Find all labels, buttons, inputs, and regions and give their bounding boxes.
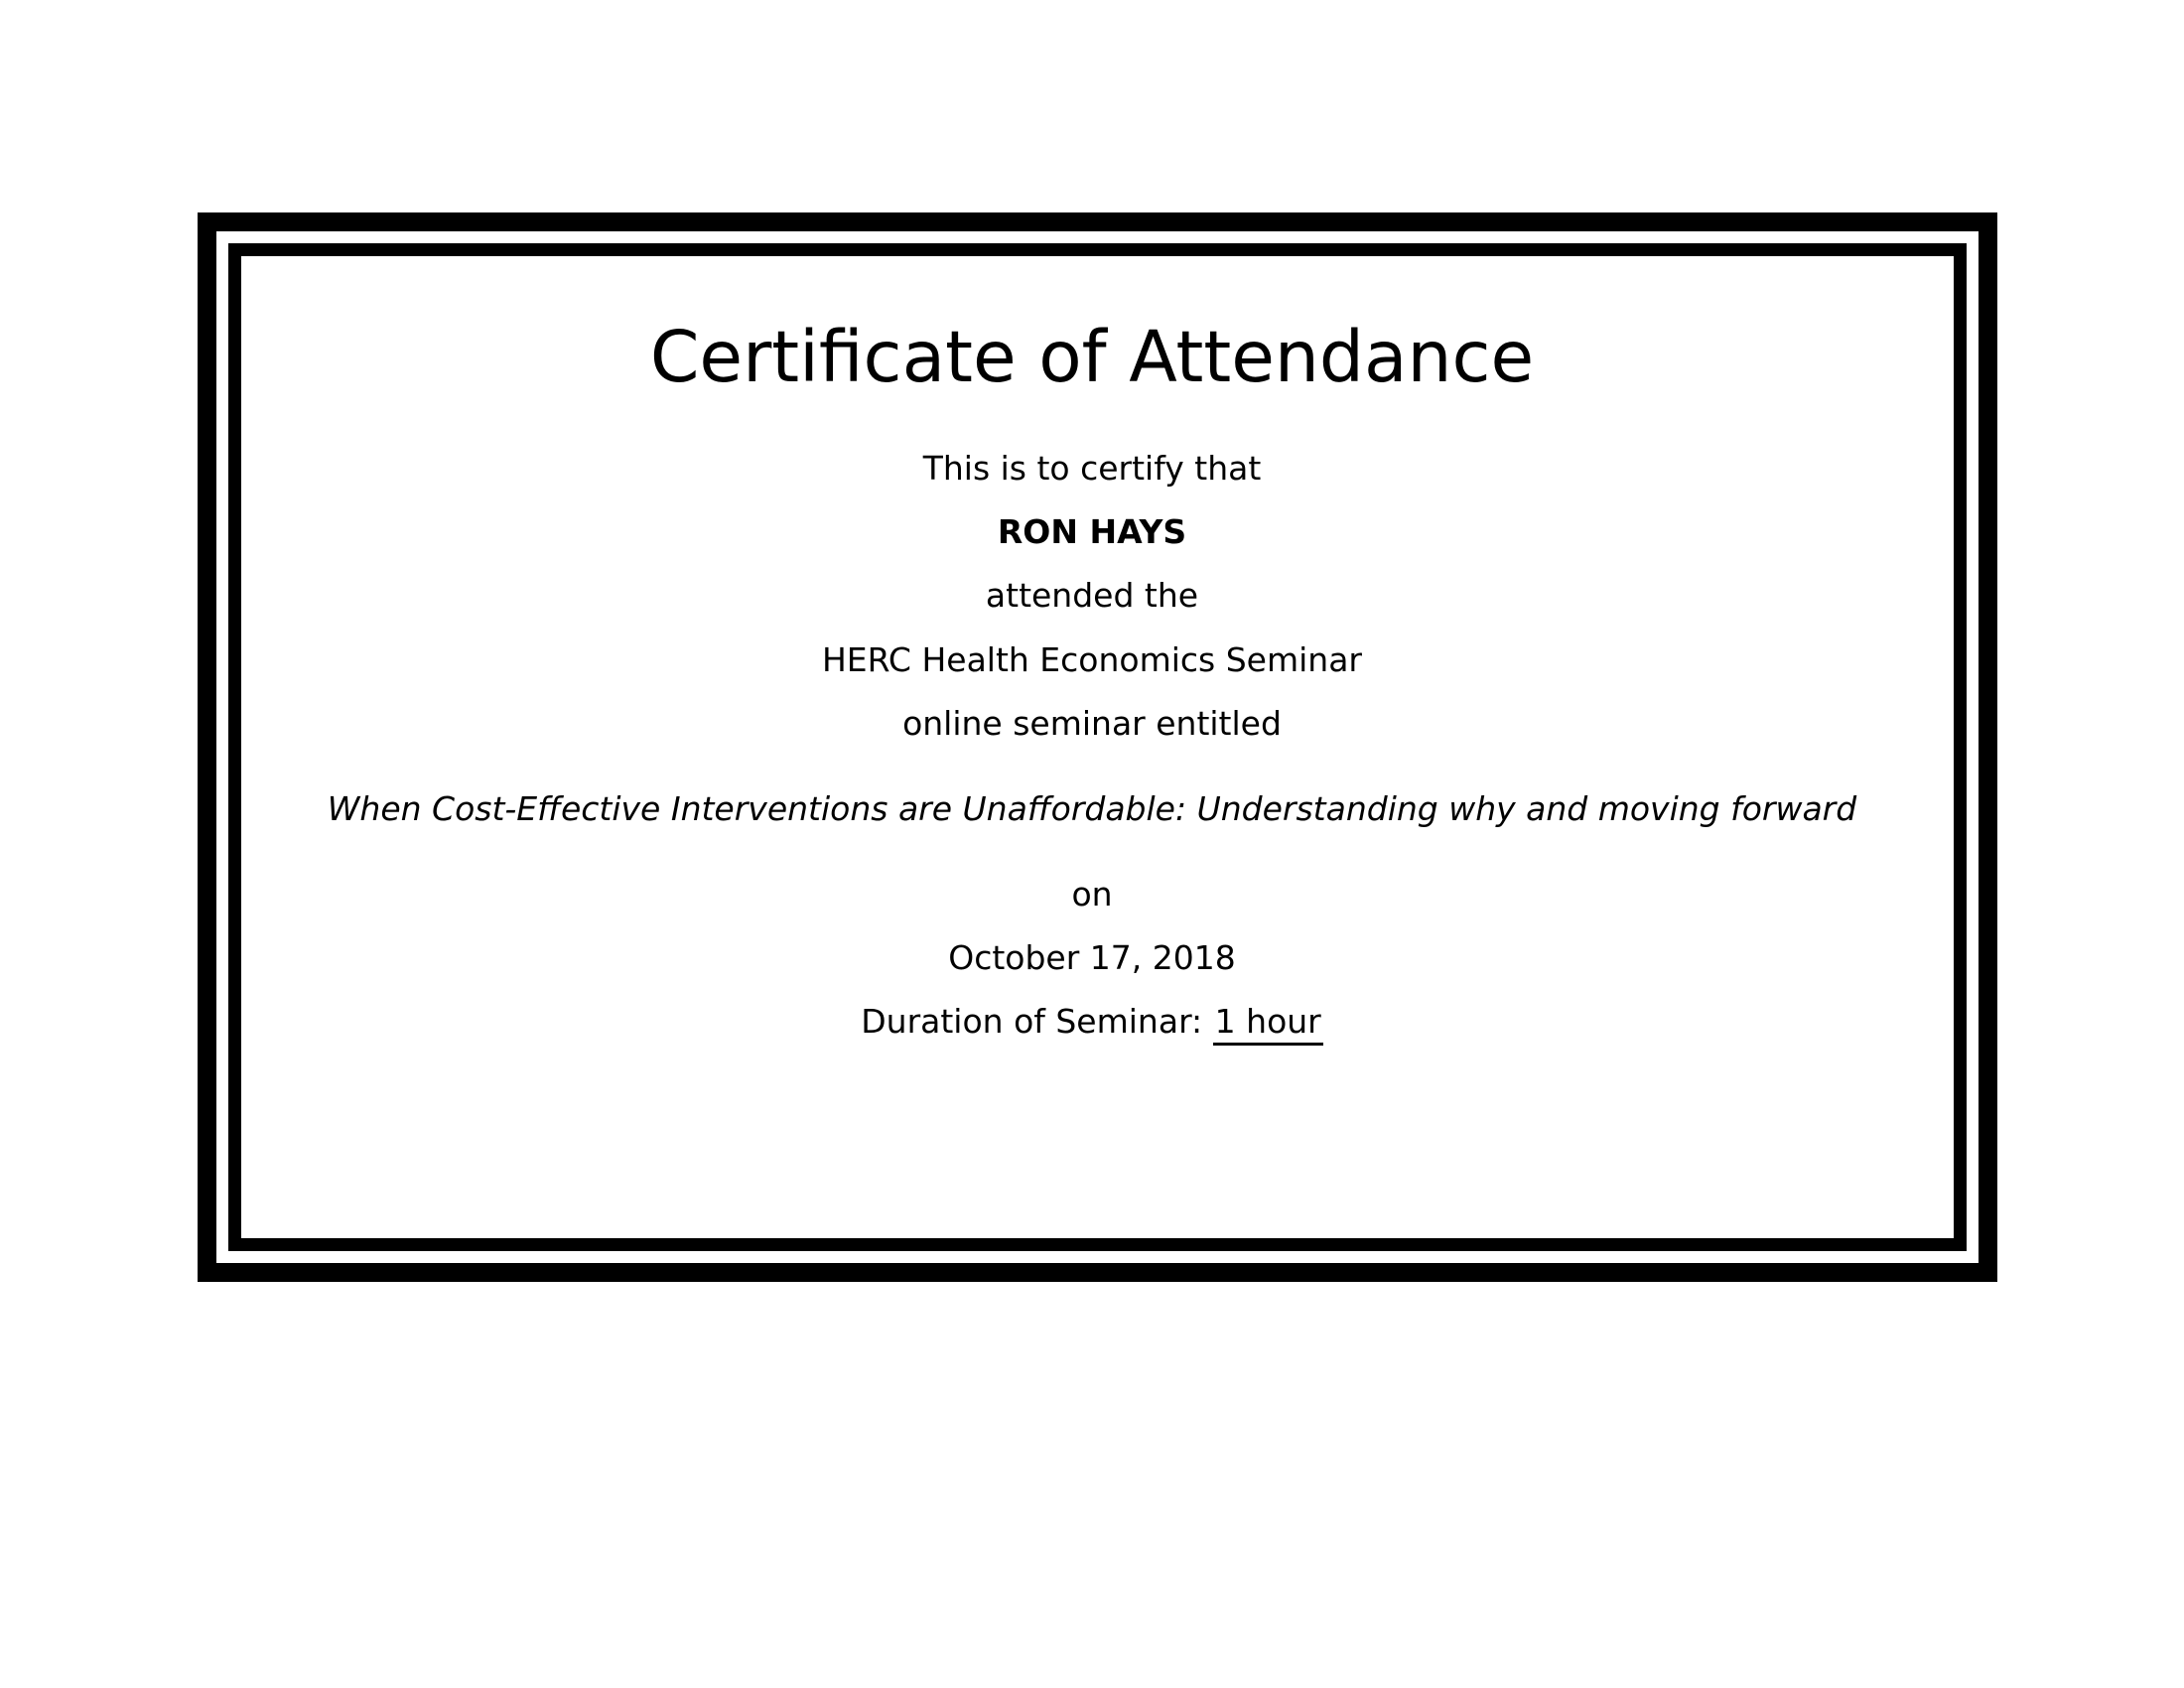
- seminar-date: October 17, 2018: [948, 938, 1236, 977]
- certify-text: This is to certify that: [922, 449, 1262, 488]
- attended-text: attended the: [985, 576, 1199, 615]
- seminar-series: HERC Health Economics Seminar: [821, 640, 1363, 679]
- certificate-title: Certificate of Attendance: [649, 316, 1535, 398]
- duration-label: Duration of Seminar:: [861, 1002, 1203, 1041]
- on-text: on: [1071, 875, 1113, 914]
- duration-value: 1 hour: [1213, 1003, 1323, 1046]
- seminar-title: When Cost-Effective Interventions are Unaffordable: Understanding why and moving forward: [327, 789, 1857, 828]
- duration-line: [0, 1000, 2184, 1046]
- recipient-name: RON HAYS: [997, 512, 1187, 551]
- entitled-text: online seminar entitled: [902, 704, 1282, 743]
